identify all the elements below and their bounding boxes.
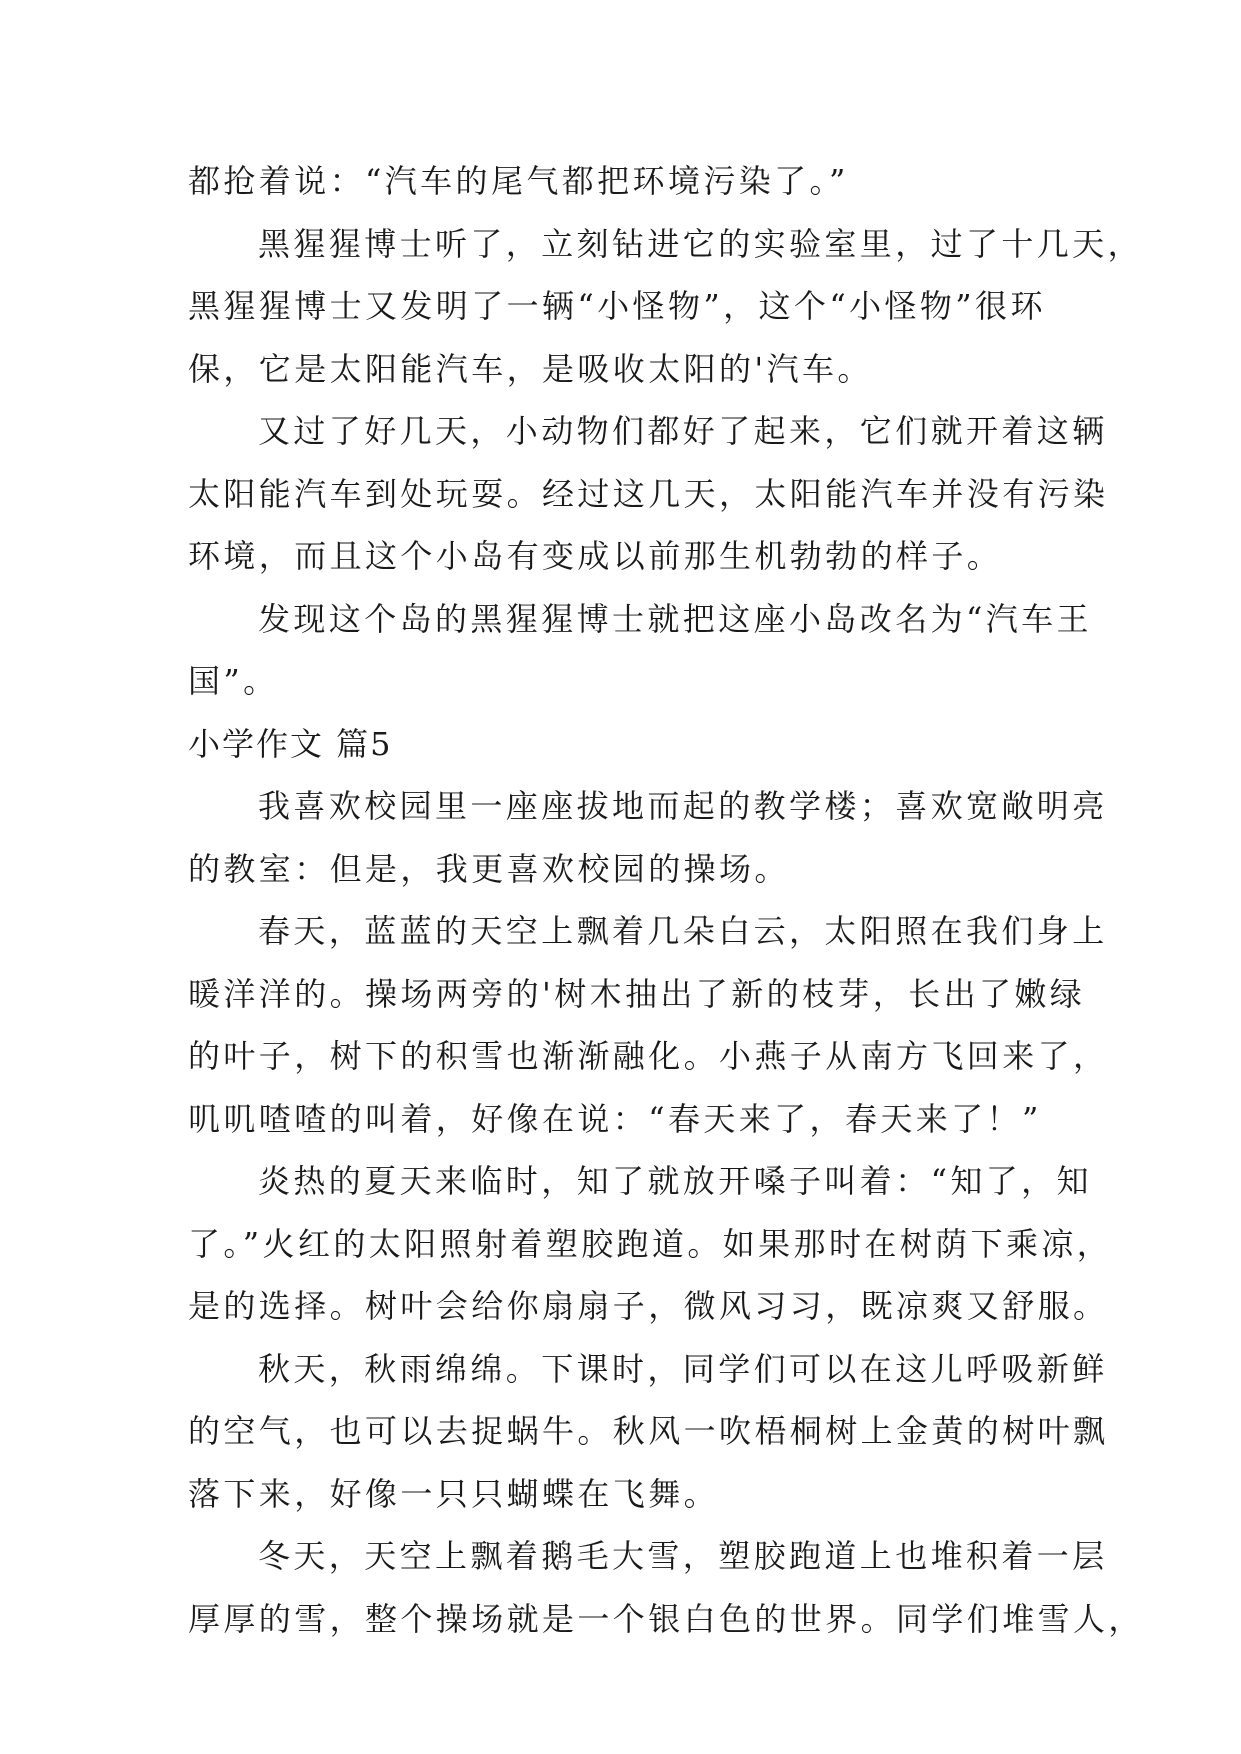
text-line: 厚厚的雪，整个操场就是一个银白色的世界。同学们堆雪人， [188,1599,1144,1638]
section-heading: 小学作文 篇5 [188,724,393,763]
paragraph-first-line: 发现这个岛的黑猩猩博士就把这座小岛改名为“汽车王 [258,599,1092,638]
text-line: 暖洋洋的。操场两旁的'树木抽出了新的枝芽，长出了嫩绿 [188,974,1086,1013]
paragraph-first-line: 又过了好几天，小动物们都好了起来，它们就开着这辆 [258,412,1108,450]
paragraph-first-line: 春天，蓝蓝的天空上飘着几朵白云，太阳照在我们身上 [258,912,1108,950]
text-line: 落下来，好像一只只蝴蝶在飞舞。 [188,1474,720,1513]
text-line: 的空气，也可以去捉蜗牛。秋风一吹梧桐树上金黄的树叶飘 [188,1412,1109,1450]
text-line: 黑猩猩博士又发明了一辆“小怪物”，这个“小怪物”很环 [188,287,1046,325]
text-line: 保，它是太阳能汽车，是吸收太阳的'汽车。 [188,349,873,388]
paragraph-first-line: 我喜欢校园里一座座拔地而起的教学楼；喜欢宽敞明亮 [258,787,1108,825]
text-line: 叽叽喳喳的叫着，好像在说：“春天来了，春天来了！” [188,1099,1042,1138]
text-line: 了。”火红的太阳照射着塑胶跑道。如果那时在树荫下乘凉， [188,1224,1113,1263]
paragraph-first-line: 冬天，天空上飘着鹅毛大雪，塑胶跑道上也堆积着一层 [258,1537,1108,1575]
text-line: 环境，而且这个小岛有变成以前那生机勃勃的样子。 [188,537,1003,575]
document-page [188,150,1144,1650]
paragraph-first-line: 黑猩猩博士听了，立刻钻进它的实验室里，过了十几天， [258,224,1144,263]
text-line: 国”。 [188,662,279,700]
paragraph-first-line: 炎热的夏天来临时，知了就放开嗓子叫着：“知了，知 [258,1162,1092,1200]
text-line: 的教室：但是，我更喜欢校园的操场。 [188,849,790,888]
text-line: 是的选择。树叶会给你扇扇子，微风习习，既凉爽又舒服。 [188,1287,1109,1325]
text-line: 的叶子，树下的积雪也渐渐融化。小燕子从南方飞回来了， [188,1037,1109,1075]
paragraph-first-line: 秋天，秋雨绵绵。下课时，同学们可以在这儿呼吸新鲜 [258,1349,1108,1388]
text-line: 太阳能汽车到处玩耍。经过这几天，太阳能汽车并没有污染 [188,474,1109,513]
text-line: 都抢着说：“汽车的尾气都把环境污染了。” [188,162,849,200]
